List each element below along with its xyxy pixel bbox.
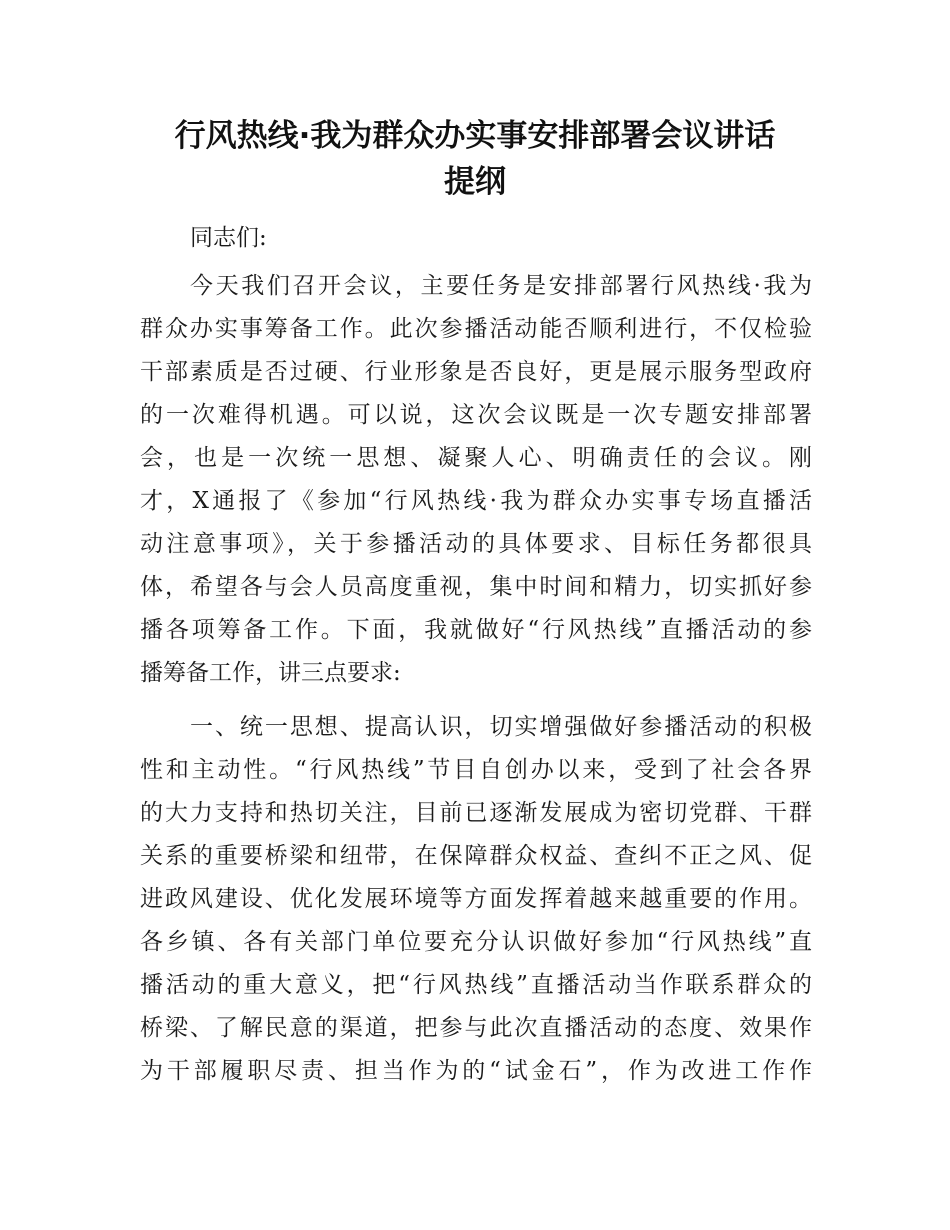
salutation: 同志们: [190,225,267,251]
paragraph-1-line: 播各项筹备工作。下面，我就做好“行风热线”直播活动的参 [140,617,812,643]
paragraph-2 [140,706,812,1093]
paragraph-1-line: 干部素质是否过硬、行业形象是否良好，更是展示服务型政府 [140,359,812,385]
paragraph-1-line: 才，X通报了《参加“行风热线·我为群众办实事专场直播活 [140,488,812,514]
paragraph-2-line: 各乡镇、各有关部门单位要充分认识做好参加“行风热线”直 [140,929,812,955]
paragraph-2-line: 关系的重要桥梁和纽带，在保障群众权益、查纠不正之风、促 [140,843,812,869]
paragraph-2-line: 播活动的重大意义，把“行风热线”直播活动当作联系群众的 [140,972,812,998]
paragraph-2-line: 的大力支持和热切关注，目前已逐渐发展成为密切党群、干群 [140,800,812,826]
paragraph-1-line: 群众办实事筹备工作。此次参播活动能否顺利进行，不仅检验 [140,316,812,342]
paragraph-1-line: 体，希望各与会人员高度重视，集中时间和精力，切实抓好参 [140,574,812,600]
document-title-line-1: 行风热线·我为群众办实事安排部署会议讲话 [174,118,776,154]
paragraph-2-line: 进政风建设、优化发展环境等方面发挥着越来越重要的作用。 [140,886,812,912]
paragraph-1-line: 会，也是一次统一思想、凝聚人心、明确责任的会议。刚 [140,445,812,471]
paragraph-1 [140,265,812,695]
paragraph-2-line: 桥梁、了解民意的渠道，把参与此次直播活动的态度、效果作 [140,1015,812,1041]
paragraph-1-line: 动注意事项》，关于参播活动的具体要求、目标任务都很具 [140,531,812,557]
salutation-block [140,217,812,260]
paragraph-2-line: 性和主动性。“行风热线”节目自创办以来，受到了社会各界 [140,757,812,783]
paragraph-1-line: 播筹备工作，讲三点要求: [140,660,401,686]
document-title-line-2: 提纲 [444,164,506,200]
paragraph-1-line: 的一次难得机遇。可以说，这次会议既是一次专题安排部署 [140,402,812,428]
paragraph-1-line: 今天我们召开会议，主要任务是安排部署行风热线·我为 [190,273,812,299]
paragraph-2-line: 一、统一思想、提高认识，切实增强做好参播活动的积极 [190,714,812,740]
paragraph-2-line: 为干部履职尽责、担当作为的“试金石”，作为改进工作作 [140,1058,812,1084]
